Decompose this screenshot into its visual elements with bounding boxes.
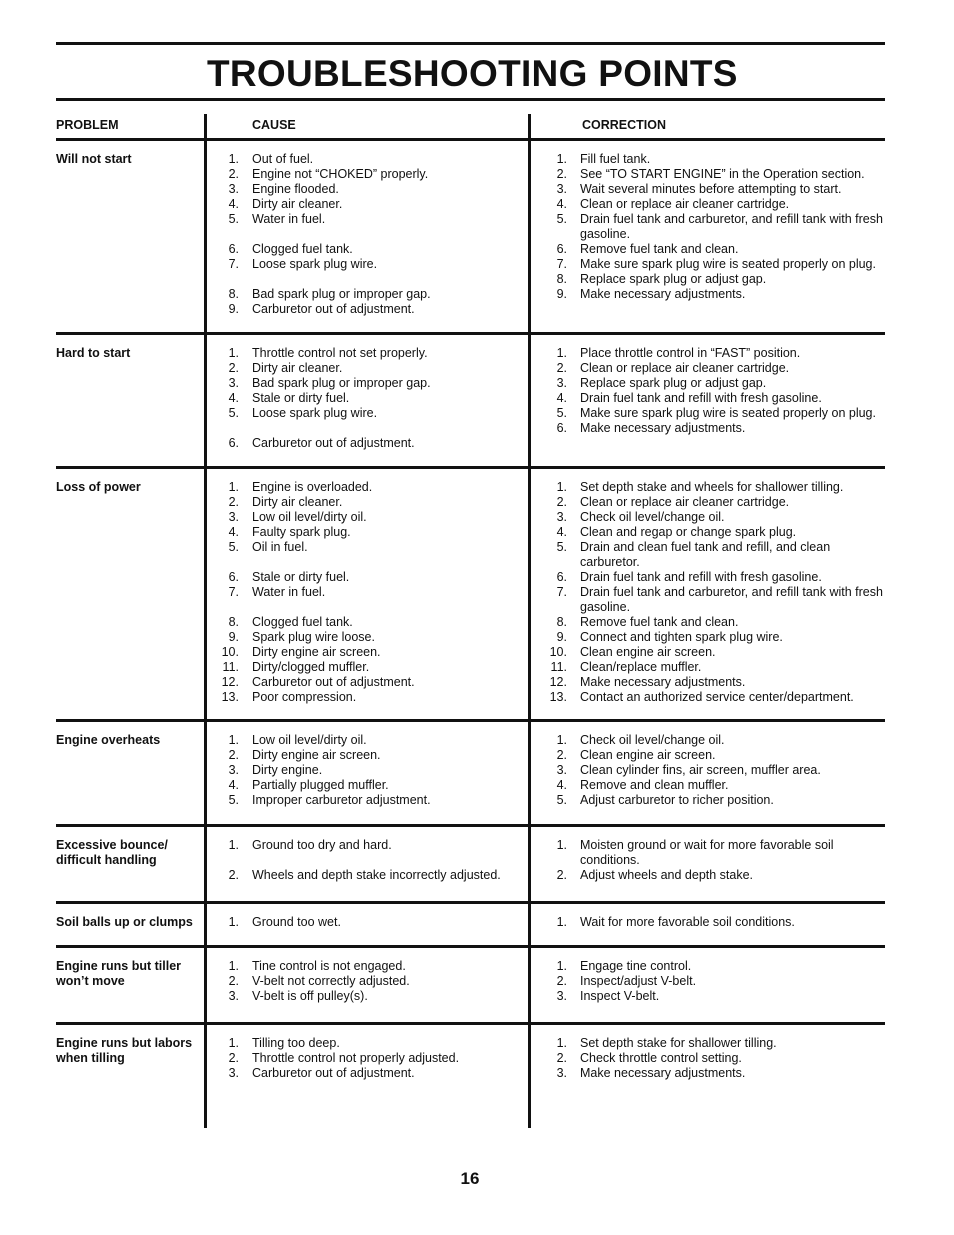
correction-item [540, 615, 885, 630]
cause-item [212, 778, 524, 793]
section-divider [56, 824, 885, 827]
item-number: 5. [228, 793, 239, 807]
problem-label: Engine runs but labors when tilling [56, 1036, 193, 1065]
item-number: 2. [228, 167, 239, 181]
cause-item [212, 915, 524, 930]
item-number: 8. [556, 272, 567, 286]
item-number: 9. [228, 302, 239, 316]
item-text: Ground too wet. [252, 915, 341, 929]
item-number: 1. [228, 838, 239, 852]
cause-item [212, 182, 524, 197]
item-text: V-belt is off pulley(s). [252, 989, 368, 1003]
item-number: 2. [228, 868, 239, 882]
item-number: 2. [556, 748, 567, 762]
correction-item [540, 585, 885, 615]
item-number: 12. [221, 675, 239, 689]
item-number: 2. [228, 1051, 239, 1065]
correction-item [540, 480, 885, 495]
item-number: 3. [228, 1066, 239, 1080]
item-number: 3. [556, 182, 567, 196]
item-text: Engine not “CHOKED” properly. [252, 167, 429, 181]
item-number: 8. [228, 615, 239, 629]
cause-item [212, 1036, 524, 1051]
item-number: 1. [556, 480, 567, 494]
cause-list [212, 152, 524, 317]
item-number: 13. [221, 690, 239, 704]
correction-item [540, 690, 885, 705]
item-text: Wheels and depth stake incorrectly adjusted. [252, 868, 501, 882]
item-text: Make sure spark plug wire is seated properly on plug. [580, 257, 876, 271]
item-text: Oil in fuel. [252, 540, 308, 554]
item-text: Inspect/adjust V-belt. [580, 974, 697, 988]
item-text: Stale or dirty fuel. [252, 391, 350, 405]
cause-item [212, 212, 524, 227]
item-text: Stale or dirty fuel. [252, 570, 350, 584]
cause-item [212, 540, 524, 555]
item-number: 3. [228, 182, 239, 196]
cause-item [212, 436, 524, 451]
cause-list [212, 1036, 524, 1081]
item-number: 6. [556, 570, 567, 584]
correction-item [540, 1036, 885, 1051]
item-text: Engine flooded. [252, 182, 339, 196]
item-text: Make necessary adjustments. [580, 1066, 746, 1080]
section-divider [56, 719, 885, 722]
item-text: Bad spark plug or improper gap. [252, 287, 431, 301]
correction-item [540, 915, 885, 930]
item-number: 2. [228, 495, 239, 509]
cause-list [212, 480, 524, 705]
page-number: 16 [460, 1169, 480, 1188]
item-text: Drain fuel tank and refill with fresh gasoline. [580, 570, 822, 584]
section-divider [56, 901, 885, 904]
item-text: Engage tine control. [580, 959, 692, 973]
cause-item [212, 480, 524, 495]
cause-item [212, 376, 524, 391]
correction-list [540, 1036, 885, 1081]
correction-item [540, 959, 885, 974]
correction-item [540, 391, 885, 406]
item-number: 1. [228, 1036, 239, 1050]
correction-item [540, 421, 885, 436]
correction-item [540, 660, 885, 675]
item-text: Drain fuel tank and refill with fresh gasoline. [580, 391, 822, 405]
item-text: Adjust carburetor to richer position. [580, 793, 774, 807]
item-number: 3. [556, 376, 567, 390]
cause-item [212, 570, 524, 585]
item-text: Dirty air cleaner. [252, 197, 343, 211]
item-text: Drain fuel tank and carburetor, and refill tank with fresh gasoline. [580, 585, 883, 614]
correction-list [540, 346, 885, 436]
item-text: Tine control is not engaged. [252, 959, 406, 973]
correction-item [540, 974, 885, 989]
item-number: 1. [228, 152, 239, 166]
correction-item [540, 182, 885, 197]
item-number: 1. [228, 480, 239, 494]
cause-list [212, 838, 524, 883]
item-text: Wait for more favorable soil conditions. [580, 915, 795, 929]
item-number: 9. [228, 630, 239, 644]
correction-item [540, 748, 885, 763]
item-number: 5. [228, 540, 239, 554]
correction-list [540, 480, 885, 705]
item-text: Dirty engine. [252, 763, 323, 777]
item-text: Contact an authorized service center/department. [580, 690, 854, 704]
cause-list [212, 733, 524, 808]
correction-item [540, 570, 885, 585]
item-text: Dirty/clogged muffler. [252, 660, 370, 674]
item-number: 2. [556, 1051, 567, 1065]
item-number: 10. [549, 645, 567, 659]
section-divider [56, 945, 885, 948]
item-text: Place throttle control in “FAST” position. [580, 346, 801, 360]
item-text: Tilling too deep. [252, 1036, 340, 1050]
item-number: 6. [228, 570, 239, 584]
item-number: 5. [556, 212, 567, 226]
item-text: Connect and tighten spark plug wire. [580, 630, 783, 644]
item-number: 3. [228, 989, 239, 1003]
item-number: 1. [556, 915, 567, 929]
item-text: Carburetor out of adjustment. [252, 1066, 415, 1080]
item-number: 7. [228, 257, 239, 271]
item-number: 5. [228, 212, 239, 226]
item-text: Set depth stake for shallower tilling. [580, 1036, 777, 1050]
cause-item [212, 959, 524, 974]
cause-item [212, 302, 524, 317]
correction-item [540, 793, 885, 808]
item-number: 3. [556, 989, 567, 1003]
item-number: 4. [228, 778, 239, 792]
item-number: 1. [556, 838, 567, 852]
cause-item [212, 838, 524, 853]
item-text: Water in fuel. [252, 212, 326, 226]
item-number: 4. [556, 197, 567, 211]
item-text: Replace spark plug or adjust gap. [580, 376, 767, 390]
item-number: 11. [222, 660, 239, 674]
correction-item [540, 406, 885, 421]
item-text: Dirty engine air screen. [252, 645, 381, 659]
item-text: Make necessary adjustments. [580, 421, 746, 435]
item-text: Clean or replace air cleaner cartridge. [580, 361, 790, 375]
item-text: Spark plug wire loose. [252, 630, 375, 644]
item-text: Set depth stake and wheels for shallower tilling. [580, 480, 844, 494]
item-text: Remove fuel tank and clean. [580, 242, 739, 256]
problem-label: Loss of power [56, 480, 141, 494]
cause-list [212, 915, 524, 930]
item-text: Replace spark plug or adjust gap. [580, 272, 767, 286]
item-text: Dirty air cleaner. [252, 495, 343, 509]
item-number: 8. [556, 615, 567, 629]
item-text: Carburetor out of adjustment. [252, 675, 415, 689]
item-text: Remove fuel tank and clean. [580, 615, 739, 629]
problem-label: Will not start [56, 152, 132, 166]
item-number: 3. [556, 763, 567, 777]
item-text: Clogged fuel tank. [252, 242, 353, 256]
item-text: Improper carburetor adjustment. [252, 793, 431, 807]
correction-item [540, 1051, 885, 1066]
correction-item [540, 1066, 885, 1081]
item-number: 2. [228, 974, 239, 988]
item-number: 7. [228, 585, 239, 599]
item-text: Carburetor out of adjustment. [252, 302, 415, 316]
item-number: 6. [556, 421, 567, 435]
item-text: Low oil level/dirty oil. [252, 733, 367, 747]
item-text: Loose spark plug wire. [252, 257, 378, 271]
correction-list [540, 959, 885, 1004]
item-number: 2. [556, 495, 567, 509]
correction-item [540, 361, 885, 376]
item-number: 4. [228, 197, 239, 211]
cause-item [212, 287, 524, 302]
item-text: Check oil level/change oil. [580, 733, 725, 747]
item-number: 5. [556, 540, 567, 554]
correction-item [540, 645, 885, 660]
item-text: Drain and clean fuel tank and refill, and clean carburetor. [580, 540, 831, 569]
item-number: 8. [228, 287, 239, 301]
item-text: Wait several minutes before attempting to start. [580, 182, 842, 196]
item-number: 1. [228, 733, 239, 747]
cause-list [212, 346, 524, 451]
correction-item [540, 152, 885, 167]
cause-item [212, 989, 524, 1004]
item-number: 1. [556, 733, 567, 747]
item-text: Bad spark plug or improper gap. [252, 376, 431, 390]
item-text: Clean and regap or change spark plug. [580, 525, 797, 539]
item-number: 2. [228, 748, 239, 762]
cause-item [212, 346, 524, 361]
cause-list [212, 959, 524, 1004]
section-divider [56, 332, 885, 335]
page-title: TROUBLESHOOTING POINTS [207, 53, 738, 94]
item-text: Partially plugged muffler. [252, 778, 389, 792]
item-text: Make sure spark plug wire is seated properly on plug. [580, 406, 876, 420]
correction-item [540, 242, 885, 257]
item-number: 9. [556, 287, 567, 301]
item-text: V-belt not correctly adjusted. [252, 974, 410, 988]
correction-item [540, 675, 885, 690]
item-number: 1. [556, 1036, 567, 1050]
item-text: Inspect V-belt. [580, 989, 660, 1003]
cause-item [212, 763, 524, 778]
correction-item [540, 495, 885, 510]
item-text: Moisten ground or wait for more favorable soil conditions. [580, 838, 834, 867]
correction-item [540, 287, 885, 302]
correction-item [540, 167, 885, 182]
correction-item [540, 212, 885, 242]
item-text: Ground too dry and hard. [252, 838, 392, 852]
item-text: Dirty engine air screen. [252, 748, 381, 762]
item-number: 13. [549, 690, 567, 704]
item-number: 9. [556, 630, 567, 644]
item-number: 7. [556, 585, 567, 599]
item-text: Engine is overloaded. [252, 480, 373, 494]
correction-item [540, 540, 885, 570]
item-number: 12. [549, 675, 567, 689]
item-number: 1. [228, 346, 239, 360]
cause-item [212, 690, 524, 705]
correction-item [540, 989, 885, 1004]
item-number: 6. [556, 242, 567, 256]
section-divider [56, 138, 885, 141]
item-number: 2. [556, 167, 567, 181]
problem-label: Engine overheats [56, 733, 161, 747]
item-text: Throttle control not properly adjusted. [252, 1051, 460, 1065]
item-text: Faulty spark plug. [252, 525, 351, 539]
item-number: 2. [228, 361, 239, 375]
header-problem: PROBLEM [56, 118, 119, 132]
item-number: 1. [556, 959, 567, 973]
cause-item [212, 974, 524, 989]
item-number: 5. [556, 406, 567, 420]
cause-item [212, 585, 524, 600]
cause-item [212, 152, 524, 167]
item-number: 2. [556, 361, 567, 375]
item-text: Check throttle control setting. [580, 1051, 742, 1065]
item-number: 2. [556, 868, 567, 882]
correction-item [540, 257, 885, 272]
cause-item [212, 645, 524, 660]
item-text: See “TO START ENGINE” in the Operation section. [580, 167, 865, 181]
item-number: 3. [556, 1066, 567, 1080]
correction-item [540, 733, 885, 748]
correction-item [540, 376, 885, 391]
cause-item [212, 167, 524, 182]
item-number: 4. [556, 525, 567, 539]
item-number: 3. [228, 763, 239, 777]
item-text: Out of fuel. [252, 152, 314, 166]
item-number: 11. [550, 660, 567, 674]
item-text: Throttle control not set properly. [252, 346, 428, 360]
item-number: 1. [228, 959, 239, 973]
cause-item [212, 525, 524, 540]
item-number: 7. [556, 257, 567, 271]
item-text: Poor compression. [252, 690, 357, 704]
item-text: Clogged fuel tank. [252, 615, 353, 629]
cause-item [212, 495, 524, 510]
item-text: Drain fuel tank and carburetor, and refill tank with fresh gasoline. [580, 212, 883, 241]
correction-list [540, 915, 885, 930]
cause-item [212, 197, 524, 212]
problem-label: Hard to start [56, 346, 131, 360]
correction-item [540, 868, 885, 883]
cause-item [212, 630, 524, 645]
correction-list [540, 838, 885, 883]
header-cause: CAUSE [252, 118, 296, 132]
problem-label: Engine runs but tiller won’t move [56, 959, 182, 988]
correction-list [540, 152, 885, 302]
item-text: Clean cylinder fins, air screen, muffler area. [580, 763, 821, 777]
item-number: 3. [556, 510, 567, 524]
correction-item [540, 778, 885, 793]
item-text: Make necessary adjustments. [580, 675, 746, 689]
correction-item [540, 346, 885, 361]
correction-item [540, 838, 885, 868]
correction-list [540, 733, 885, 808]
item-text: Water in fuel. [252, 585, 326, 599]
cause-item [212, 510, 524, 525]
item-text: Clean or replace air cleaner cartridge. [580, 197, 790, 211]
item-text: Clean or replace air cleaner cartridge. [580, 495, 790, 509]
cause-item [212, 242, 524, 257]
correction-item [540, 763, 885, 778]
item-number: 10. [221, 645, 239, 659]
item-number: 6. [228, 436, 239, 450]
cause-item [212, 406, 524, 421]
item-number: 6. [228, 242, 239, 256]
correction-item [540, 630, 885, 645]
item-text: Low oil level/dirty oil. [252, 510, 367, 524]
correction-item [540, 197, 885, 212]
cause-item [212, 361, 524, 376]
item-text: Dirty air cleaner. [252, 361, 343, 375]
item-text: Loose spark plug wire. [252, 406, 378, 420]
section-divider [56, 1022, 885, 1025]
item-text: Clean engine air screen. [580, 748, 716, 762]
item-number: 1. [556, 346, 567, 360]
cause-item [212, 391, 524, 406]
item-number: 4. [228, 525, 239, 539]
item-number: 1. [556, 152, 567, 166]
cause-item [212, 733, 524, 748]
cause-item [212, 868, 524, 883]
item-text: Fill fuel tank. [580, 152, 651, 166]
header-correction: CORRECTION [582, 118, 667, 132]
cause-item [212, 257, 524, 272]
cause-item [212, 1051, 524, 1066]
section-divider [56, 466, 885, 469]
item-text: Adjust wheels and depth stake. [580, 868, 754, 882]
item-text: Clean/replace muffler. [580, 660, 702, 674]
cause-item [212, 660, 524, 675]
item-text: Carburetor out of adjustment. [252, 436, 415, 450]
correction-item [540, 272, 885, 287]
item-text: Check oil level/change oil. [580, 510, 725, 524]
correction-item [540, 525, 885, 540]
item-number: 3. [228, 376, 239, 390]
cause-item [212, 748, 524, 763]
item-number: 2. [556, 974, 567, 988]
item-number: 4. [556, 391, 567, 405]
problem-label: Soil balls up or clumps [56, 915, 193, 929]
cause-item [212, 615, 524, 630]
item-number: 1. [228, 915, 239, 929]
cause-item [212, 675, 524, 690]
item-text: Clean engine air screen. [580, 645, 716, 659]
problem-label: Excessive bounce/ difficult handling [56, 838, 168, 867]
cause-item [212, 1066, 524, 1081]
cause-item [212, 793, 524, 808]
item-number: 5. [556, 793, 567, 807]
item-text: Make necessary adjustments. [580, 287, 746, 301]
item-number: 3. [228, 510, 239, 524]
item-text: Remove and clean muffler. [580, 778, 729, 792]
item-number: 5. [228, 406, 239, 420]
item-number: 4. [228, 391, 239, 405]
correction-item [540, 510, 885, 525]
item-number: 4. [556, 778, 567, 792]
